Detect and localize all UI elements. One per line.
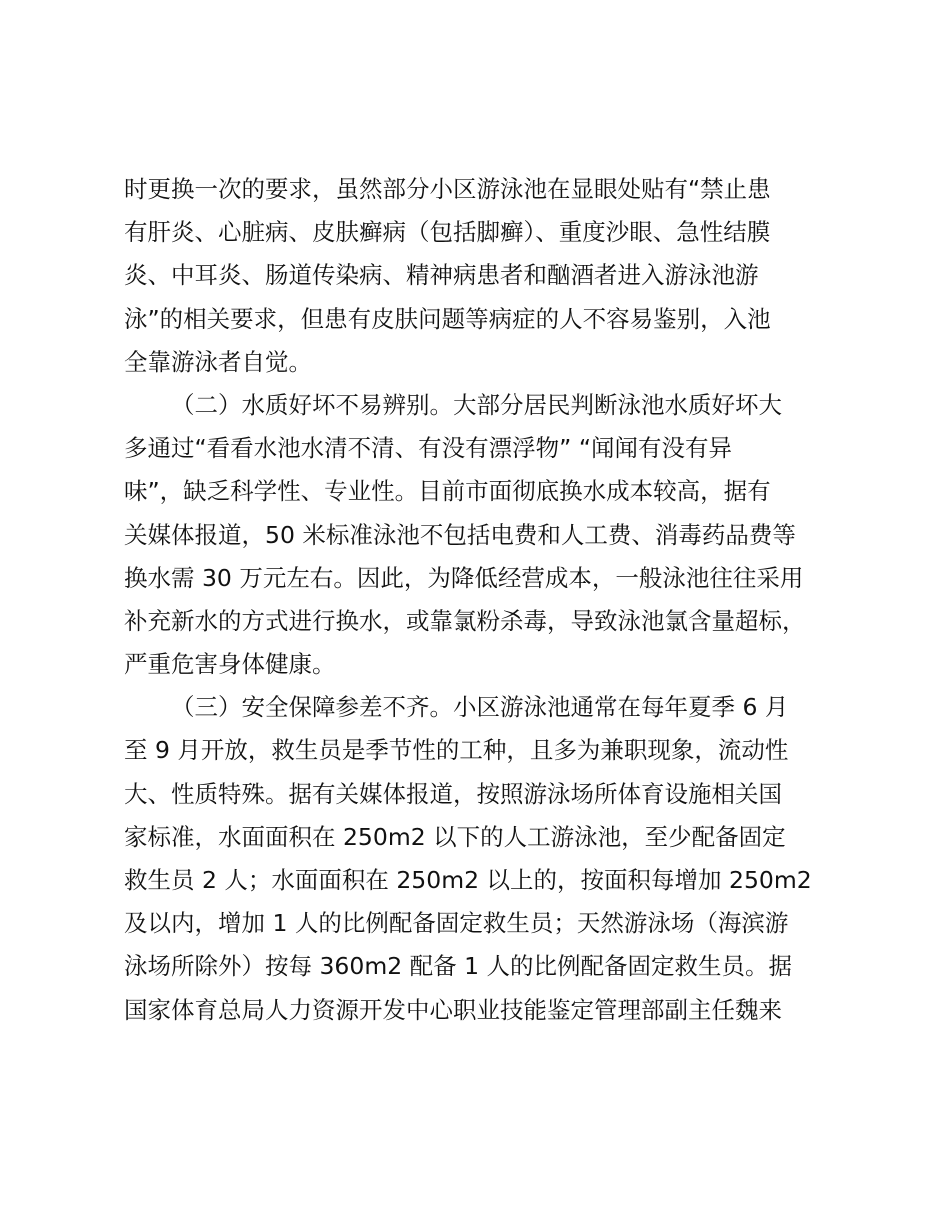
text-line: 国家体育总局人力资源开发中心职业技能鉴定管理部副主任魏来 xyxy=(124,995,782,1024)
text-line: 味”，缺乏科学性、专业性。目前市面彻底换水成本较高，据有 xyxy=(124,477,771,506)
text-line: 换水需 30 万元左右。因此，为降低经营成本，一般泳池往往采用 xyxy=(124,563,804,592)
text-line: 救生员 2 人；水面面积在 250m2 以上的，按面积每增加 250m2 xyxy=(124,866,812,894)
text-line: 全靠游泳者自觉。 xyxy=(124,347,312,376)
text-line: 至 9 月开放，救生员是季节性的工种，且多为兼职现象，流动性 xyxy=(124,736,789,765)
text-line: 有肝炎、心脏病、皮肤癣病（包括脚癣）、重度沙眼、急性结膜 xyxy=(124,218,771,247)
text-line: 关媒体报道，50 米标准泳池不包括电费和人工费、消毒药品费等 xyxy=(124,520,796,549)
text-line: 泳”的相关要求，但患有皮肤问题等病症的人不容易鉴别，入池 xyxy=(124,304,771,333)
text-line: 多通过“看看水池水清不清、有没有漂浮物” “闻闻有没有异 xyxy=(124,434,732,463)
paragraph-first-line: （三）安全保障参差不齐。小区游泳池通常在每年夏季 6 月 xyxy=(171,693,789,722)
text-line: 及以内，增加 1 人的比例配备固定救生员；天然游泳场（海滨游 xyxy=(124,909,789,938)
text-line: 炎、中耳炎、肠道传染病、精神病患者和酗酒者进入游泳池游 xyxy=(124,261,759,290)
text-line: 补充新水的方式进行换水，或靠氯粉杀毒，导致泳池氯含量超标， xyxy=(124,606,806,635)
text-line: 时更换一次的要求，虽然部分小区游泳池在显眼处贴有“禁止患 xyxy=(124,175,771,203)
text-line: 泳场所除外）按每 360m2 配备 1 人的比例配备固定救生员。据 xyxy=(124,952,793,981)
text-line: 大、性质特殊。据有关媒体报道，按照游泳场所体育设施相关国 xyxy=(124,779,782,808)
body-text xyxy=(124,168,844,1032)
text-line: 家标准，水面面积在 250m2 以下的人工游泳池，至少配备固定 xyxy=(124,822,786,851)
text-line: 严重危害身体健康。 xyxy=(124,650,336,679)
paragraph-first-line: （二）水质好坏不易辨别。大部分居民判断泳池水质好坏大 xyxy=(171,390,782,419)
